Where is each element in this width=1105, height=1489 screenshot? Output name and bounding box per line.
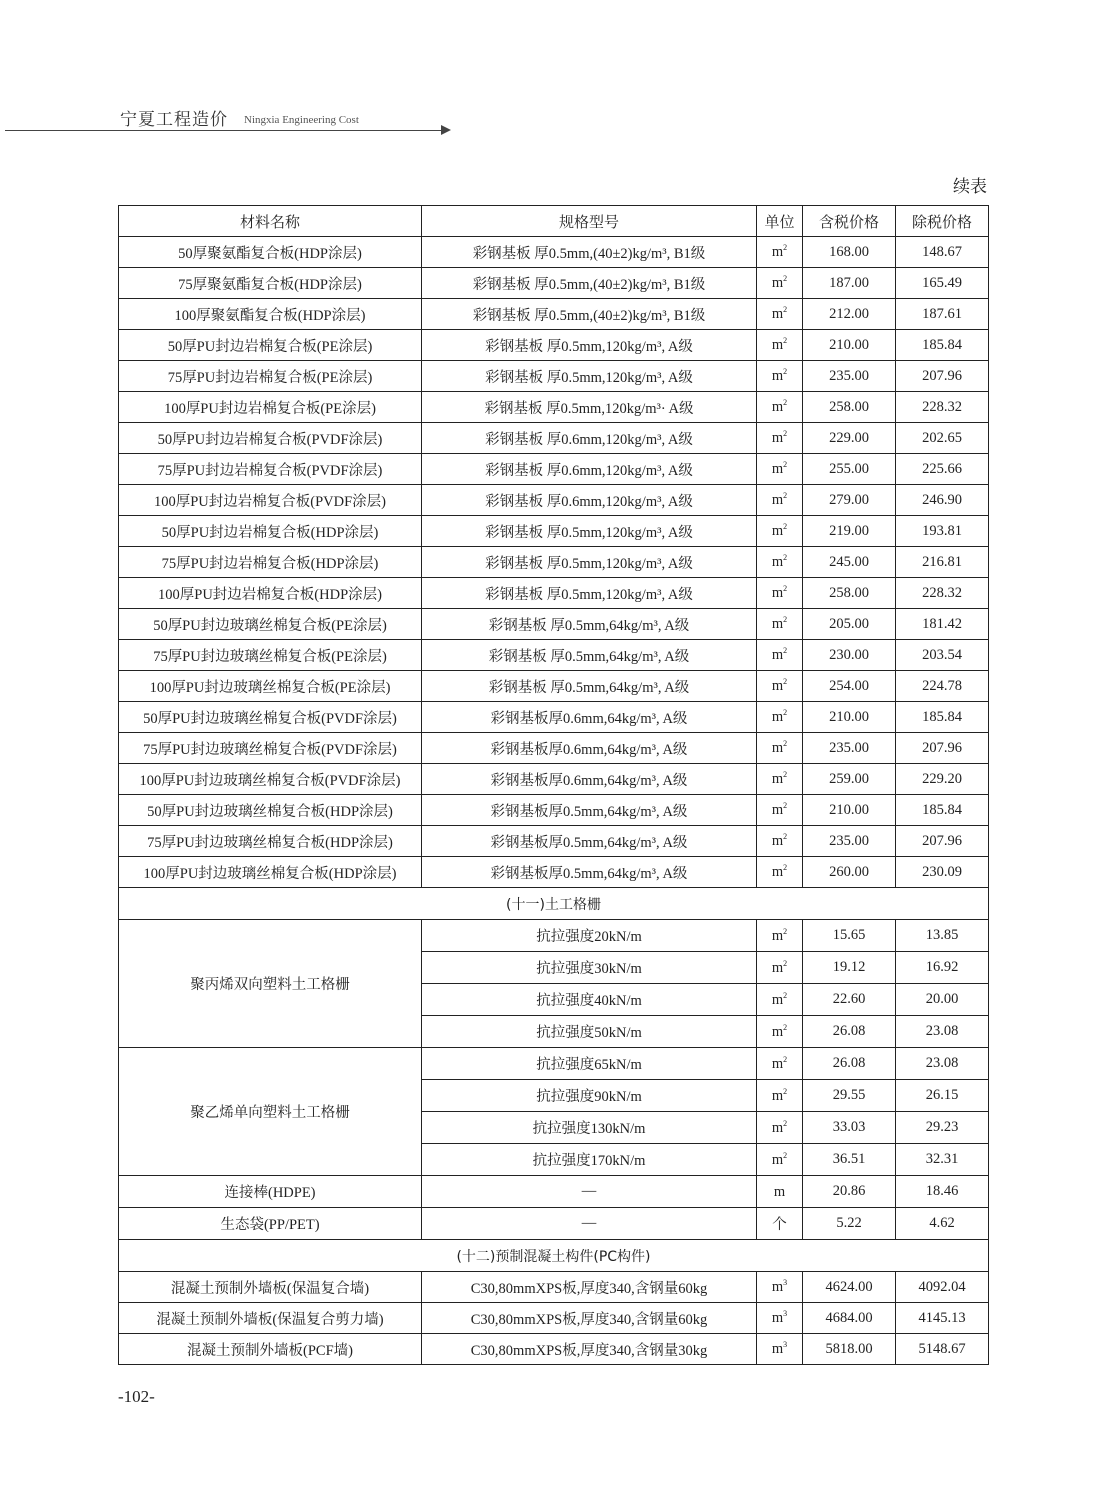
table-row <box>119 1334 989 1365</box>
cell-price-notax: 23.08 <box>896 1016 989 1048</box>
cell-price-notax: 16.92 <box>896 952 989 984</box>
cell-spec: 彩钢基板 厚0.5mm,64kg/m³, A级 <box>422 640 757 671</box>
cell-unit <box>757 984 803 1016</box>
cell-material-name: 100厚PU封边玻璃丝棉复合板(HDP涂层) <box>119 857 422 888</box>
table-row <box>119 702 989 733</box>
unit-superscript: 2 <box>783 584 788 594</box>
cell-price-tax: 245.00 <box>803 547 896 578</box>
cell-price-tax: 19.12 <box>803 952 896 984</box>
cell-price-tax: 235.00 <box>803 361 896 392</box>
cell-price-tax: 235.00 <box>803 733 896 764</box>
cell-price-notax: 228.32 <box>896 392 989 423</box>
cell-unit <box>757 733 803 764</box>
cell-unit <box>757 516 803 547</box>
cell-unit <box>757 454 803 485</box>
unit-superscript: 2 <box>783 708 788 718</box>
cell-price-tax: 26.08 <box>803 1048 896 1080</box>
cell-unit <box>757 1080 803 1112</box>
cell-price-notax: 185.84 <box>896 795 989 826</box>
cell-material-name: 混凝土预制外墙板(PCF墙) <box>119 1334 422 1365</box>
unit-text: m <box>771 832 784 849</box>
cell-price-notax: 185.84 <box>896 702 989 733</box>
journal-subtitle: Ningxia Engineering Cost <box>244 114 359 126</box>
cell-unit <box>757 640 803 671</box>
unit-text: m <box>771 274 784 291</box>
unit-text: m <box>771 1055 784 1072</box>
cell-spec: 彩钢基板厚0.5mm,64kg/m³, A级 <box>422 857 757 888</box>
cell-price-tax: 20.86 <box>803 1176 896 1208</box>
cell-material-name: 100厚PU封边岩棉复合板(PVDF涂层) <box>119 485 422 516</box>
cell-unit <box>757 795 803 826</box>
unit-text: m <box>771 1151 784 1168</box>
cell-material-name: 75厚PU封边玻璃丝棉复合板(PE涂层) <box>119 640 422 671</box>
cell-material-name: 聚乙烯单向塑料土工格栅 <box>119 1048 422 1176</box>
cell-price-tax: 235.00 <box>803 826 896 857</box>
cell-material-name: 100厚PU封边玻璃丝棉复合板(PVDF涂层) <box>119 764 422 795</box>
cell-price-notax: 20.00 <box>896 984 989 1016</box>
cell-price-tax: 168.00 <box>803 237 896 268</box>
col-header-spec: 规格型号 <box>422 206 757 237</box>
unit-superscript: 2 <box>783 398 788 408</box>
unit-text: m <box>771 522 784 539</box>
cell-spec: 彩钢基板 厚0.5mm,120kg/m³, A级 <box>422 330 757 361</box>
cell-spec: 彩钢基板厚0.6mm,64kg/m³, A级 <box>422 733 757 764</box>
cell-spec: 抗拉强度65kN/m <box>422 1048 757 1080</box>
cell-spec: 彩钢基板 厚0.5mm,120kg/m³, A级 <box>422 547 757 578</box>
cell-price-tax: 259.00 <box>803 764 896 795</box>
cell-price-tax: 5.22 <box>803 1208 896 1240</box>
unit-text: m <box>771 1278 784 1295</box>
section-header-row <box>119 1240 989 1272</box>
header-rule <box>5 130 445 131</box>
cell-material-name: 100厚PU封边岩棉复合板(HDP涂层) <box>119 578 422 609</box>
unit-superscript: 2 <box>783 243 788 253</box>
section-precast <box>119 1240 989 1365</box>
table-row <box>119 330 989 361</box>
cell-price-tax: 212.00 <box>803 299 896 330</box>
cell-price-notax: 4.62 <box>896 1208 989 1240</box>
cell-price-notax: 29.23 <box>896 1112 989 1144</box>
cell-material-name: 生态袋(PP/PET) <box>119 1208 422 1240</box>
cell-price-notax: 148.67 <box>896 237 989 268</box>
materials-table <box>118 205 989 1365</box>
cell-price-notax: 181.42 <box>896 609 989 640</box>
table-row <box>119 671 989 702</box>
unit-superscript: 2 <box>783 1118 788 1128</box>
cell-price-notax: 13.85 <box>896 920 989 952</box>
header-arrow-icon <box>441 125 451 135</box>
cell-price-notax: 193.81 <box>896 516 989 547</box>
unit-superscript: 2 <box>783 863 788 873</box>
cell-material-name: 100厚PU封边岩棉复合板(PE涂层) <box>119 392 422 423</box>
cell-spec: 抗拉强度20kN/m <box>422 920 757 952</box>
cell-price-tax: 33.03 <box>803 1112 896 1144</box>
cell-spec: C30,80mmXPS板,厚度340,含钢量60kg <box>422 1272 757 1303</box>
unit-text: m <box>771 863 784 880</box>
cell-price-tax: 219.00 <box>803 516 896 547</box>
unit-superscript: 2 <box>783 832 788 842</box>
cell-material-name: 50厚PU封边岩棉复合板(PVDF涂层) <box>119 423 422 454</box>
cell-unit <box>757 1048 803 1080</box>
section-title: (十二)预制混凝土构件(PC构件) <box>119 1240 989 1272</box>
cell-price-tax: 254.00 <box>803 671 896 702</box>
cell-material-name: 75厚PU封边岩棉复合板(HDP涂层) <box>119 547 422 578</box>
cell-unit <box>757 857 803 888</box>
cell-material-name: 混凝土预制外墙板(保温复合墙) <box>119 1272 422 1303</box>
cell-price-notax: 207.96 <box>896 826 989 857</box>
cell-price-tax: 230.00 <box>803 640 896 671</box>
table-row <box>119 578 989 609</box>
unit-text: 个 <box>772 1217 787 1233</box>
unit-text: m <box>771 398 784 415</box>
cell-spec: 抗拉强度50kN/m <box>422 1016 757 1048</box>
unit-text: m <box>771 1119 784 1136</box>
unit-superscript: 2 <box>783 926 788 936</box>
cell-spec: — <box>422 1208 757 1240</box>
cell-material-name: 混凝土预制外墙板(保温复合剪力墙) <box>119 1303 422 1334</box>
cell-material-name: 50厚PU封边玻璃丝棉复合板(PE涂层) <box>119 609 422 640</box>
cell-price-notax: 187.61 <box>896 299 989 330</box>
cell-price-notax: 202.65 <box>896 423 989 454</box>
cell-spec: 彩钢基板 厚0.5mm,120kg/m³· A级 <box>422 392 757 423</box>
cell-price-notax: 228.32 <box>896 578 989 609</box>
unit-superscript: 2 <box>783 336 788 346</box>
cell-spec: 抗拉强度90kN/m <box>422 1080 757 1112</box>
cell-price-notax: 225.66 <box>896 454 989 485</box>
section-geogrid <box>119 888 989 1240</box>
unit-text: m <box>771 460 784 477</box>
cell-price-notax: 4092.04 <box>896 1272 989 1303</box>
unit-text: m <box>771 243 784 260</box>
unit-text: m <box>771 615 784 632</box>
cell-price-tax: 260.00 <box>803 857 896 888</box>
table-row <box>119 795 989 826</box>
cell-material-name: 50厚PU封边岩棉复合板(HDP涂层) <box>119 516 422 547</box>
unit-text: m <box>771 677 784 694</box>
unit-text: m <box>771 959 784 976</box>
table-row <box>119 516 989 547</box>
cell-spec: 彩钢基板厚0.5mm,64kg/m³, A级 <box>422 826 757 857</box>
table-row <box>119 547 989 578</box>
unit-superscript: 2 <box>783 958 788 968</box>
unit-text: m <box>771 1087 784 1104</box>
composite-panel-rows <box>119 237 989 888</box>
unit-text: m <box>771 1023 784 1040</box>
cell-unit <box>757 1272 803 1303</box>
cell-price-notax: 216.81 <box>896 547 989 578</box>
cell-price-tax: 255.00 <box>803 454 896 485</box>
cell-price-notax: 224.78 <box>896 671 989 702</box>
cell-unit <box>757 609 803 640</box>
unit-superscript: 3 <box>783 1340 788 1350</box>
cell-price-tax: 29.55 <box>803 1080 896 1112</box>
table-row <box>119 392 989 423</box>
cell-material-name: 连接棒(HDPE) <box>119 1176 422 1208</box>
col-header-name: 材料名称 <box>119 206 422 237</box>
cell-spec: 抗拉强度40kN/m <box>422 984 757 1016</box>
cell-unit <box>757 485 803 516</box>
cell-unit <box>757 1016 803 1048</box>
cell-price-notax: 207.96 <box>896 733 989 764</box>
unit-text: m <box>771 739 784 756</box>
cell-spec: 彩钢基板 厚0.5mm,(40±2)kg/m³, B1级 <box>422 268 757 299</box>
unit-superscript: 2 <box>783 429 788 439</box>
cell-material-name: 75厚聚氨酯复合板(HDP涂层) <box>119 268 422 299</box>
cell-price-notax: 26.15 <box>896 1080 989 1112</box>
cell-material-name: 50厚PU封边玻璃丝棉复合板(HDP涂层) <box>119 795 422 826</box>
unit-superscript: 2 <box>783 615 788 625</box>
cell-price-tax: 210.00 <box>803 702 896 733</box>
cell-price-tax: 22.60 <box>803 984 896 1016</box>
cell-unit <box>757 1144 803 1176</box>
cell-spec: C30,80mmXPS板,厚度340,含钢量30kg <box>422 1334 757 1365</box>
cell-unit <box>757 1176 803 1208</box>
unit-text: m <box>771 991 784 1008</box>
cell-unit <box>757 547 803 578</box>
cell-price-tax: 205.00 <box>803 609 896 640</box>
table-row <box>119 423 989 454</box>
table-row <box>119 485 989 516</box>
cell-price-tax: 26.08 <box>803 1016 896 1048</box>
cell-spec: 彩钢基板 厚0.5mm,64kg/m³, A级 <box>422 671 757 702</box>
unit-superscript: 2 <box>783 491 788 501</box>
table-row <box>119 299 989 330</box>
cell-price-tax: 15.65 <box>803 920 896 952</box>
unit-text: m <box>771 305 784 322</box>
cell-spec: 抗拉强度130kN/m <box>422 1112 757 1144</box>
cell-material-name: 聚丙烯双向塑料土工格栅 <box>119 920 422 1048</box>
table-row <box>119 609 989 640</box>
cell-material-name: 75厚PU封边玻璃丝棉复合板(PVDF涂层) <box>119 733 422 764</box>
cell-spec: 彩钢基板 厚0.5mm,120kg/m³, A级 <box>422 516 757 547</box>
cell-unit <box>757 671 803 702</box>
unit-text: m <box>771 708 784 725</box>
cell-unit <box>757 392 803 423</box>
unit-text: m <box>771 367 784 384</box>
section-header-row <box>119 888 989 920</box>
unit-superscript: 2 <box>783 990 788 1000</box>
col-header-unit: 单位 <box>757 206 803 237</box>
unit-text: m <box>771 584 784 601</box>
table-row <box>119 1303 989 1334</box>
unit-superscript: 2 <box>783 553 788 563</box>
cell-price-notax: 23.08 <box>896 1048 989 1080</box>
cell-price-notax: 4145.13 <box>896 1303 989 1334</box>
cell-unit <box>757 423 803 454</box>
table-row <box>119 361 989 392</box>
section-title: (十一)土工格栅 <box>119 888 989 920</box>
cell-price-notax: 32.31 <box>896 1144 989 1176</box>
cell-price-notax: 246.90 <box>896 485 989 516</box>
cell-price-notax: 185.84 <box>896 330 989 361</box>
cell-price-notax: 165.49 <box>896 268 989 299</box>
cell-price-tax: 187.00 <box>803 268 896 299</box>
cell-spec: 彩钢基板 厚0.6mm,120kg/m³, A级 <box>422 485 757 516</box>
cell-price-tax: 210.00 <box>803 330 896 361</box>
running-header <box>0 105 460 141</box>
cell-unit <box>757 702 803 733</box>
cell-unit <box>757 764 803 795</box>
continued-label: 续表 <box>953 177 987 197</box>
cell-price-tax: 210.00 <box>803 795 896 826</box>
cell-unit <box>757 268 803 299</box>
unit-superscript: 2 <box>783 305 788 315</box>
cell-material-name: 50厚聚氨酯复合板(HDP涂层) <box>119 237 422 268</box>
table-row <box>119 920 989 952</box>
cell-spec: 彩钢基板 厚0.6mm,120kg/m³, A级 <box>422 423 757 454</box>
cell-price-notax: 230.09 <box>896 857 989 888</box>
unit-text: m <box>773 1183 786 1200</box>
cell-material-name: 75厚PU封边岩棉复合板(PE涂层) <box>119 361 422 392</box>
unit-superscript: 2 <box>783 1150 788 1160</box>
unit-text: m <box>771 801 784 818</box>
cell-spec: 抗拉强度30kN/m <box>422 952 757 984</box>
cell-spec: C30,80mmXPS板,厚度340,含钢量60kg <box>422 1303 757 1334</box>
table-header-row <box>119 206 989 237</box>
unit-superscript: 2 <box>783 274 788 284</box>
cell-price-tax: 258.00 <box>803 578 896 609</box>
cell-material-name: 100厚聚氨酯复合板(HDP涂层) <box>119 299 422 330</box>
cell-price-notax: 18.46 <box>896 1176 989 1208</box>
unit-text: m <box>771 429 784 446</box>
cell-unit <box>757 1334 803 1365</box>
cell-unit <box>757 361 803 392</box>
cell-price-tax: 258.00 <box>803 392 896 423</box>
cell-unit <box>757 826 803 857</box>
unit-superscript: 2 <box>783 367 788 377</box>
table-row <box>119 733 989 764</box>
unit-text: m <box>771 1309 784 1326</box>
cell-price-tax: 5818.00 <box>803 1334 896 1365</box>
table-row <box>119 1176 989 1208</box>
cell-spec: 抗拉强度170kN/m <box>422 1144 757 1176</box>
table-row <box>119 1048 989 1080</box>
cell-price-tax: 279.00 <box>803 485 896 516</box>
cell-price-tax: 229.00 <box>803 423 896 454</box>
cell-spec: 彩钢基板 厚0.5mm,(40±2)kg/m³, B1级 <box>422 299 757 330</box>
table-row <box>119 857 989 888</box>
cell-unit <box>757 330 803 361</box>
cell-spec: 彩钢基板厚0.5mm,64kg/m³, A级 <box>422 795 757 826</box>
unit-superscript: 2 <box>783 677 788 687</box>
page-number: -102- <box>118 1387 155 1406</box>
cell-price-tax: 36.51 <box>803 1144 896 1176</box>
table-row <box>119 1208 989 1240</box>
unit-superscript: 2 <box>783 646 788 656</box>
unit-superscript: 2 <box>783 1022 788 1032</box>
cell-unit <box>757 952 803 984</box>
unit-superscript: 3 <box>783 1309 788 1319</box>
table-row <box>119 640 989 671</box>
cell-spec: — <box>422 1176 757 1208</box>
unit-superscript: 2 <box>783 522 788 532</box>
cell-unit <box>757 920 803 952</box>
cell-price-notax: 5148.67 <box>896 1334 989 1365</box>
unit-text: m <box>771 927 784 944</box>
cell-material-name: 50厚PU封边岩棉复合板(PE涂层) <box>119 330 422 361</box>
cell-unit <box>757 237 803 268</box>
unit-superscript: 2 <box>783 739 788 749</box>
table-row <box>119 826 989 857</box>
unit-text: m <box>771 646 784 663</box>
cell-material-name: 100厚PU封边玻璃丝棉复合板(PE涂层) <box>119 671 422 702</box>
journal-title: 宁夏工程造价 <box>120 110 228 130</box>
table-row <box>119 764 989 795</box>
table-row <box>119 237 989 268</box>
cell-spec: 彩钢基板 厚0.6mm,120kg/m³, A级 <box>422 454 757 485</box>
cell-material-name: 50厚PU封边玻璃丝棉复合板(PVDF涂层) <box>119 702 422 733</box>
cell-spec: 彩钢基板 厚0.5mm,120kg/m³, A级 <box>422 578 757 609</box>
cell-spec: 彩钢基板 厚0.5mm,120kg/m³, A级 <box>422 361 757 392</box>
cell-unit <box>757 299 803 330</box>
cell-price-tax: 4624.00 <box>803 1272 896 1303</box>
cell-spec: 彩钢基板厚0.6mm,64kg/m³, A级 <box>422 702 757 733</box>
cell-price-notax: 207.96 <box>896 361 989 392</box>
cell-material-name: 75厚PU封边岩棉复合板(PVDF涂层) <box>119 454 422 485</box>
unit-superscript: 2 <box>783 1054 788 1064</box>
cell-spec: 彩钢基板厚0.6mm,64kg/m³, A级 <box>422 764 757 795</box>
unit-text: m <box>771 770 784 787</box>
cell-spec: 彩钢基板 厚0.5mm,(40±2)kg/m³, B1级 <box>422 237 757 268</box>
cell-unit <box>757 1303 803 1334</box>
table-row <box>119 268 989 299</box>
table-row <box>119 1272 989 1303</box>
cell-price-notax: 203.54 <box>896 640 989 671</box>
cell-unit <box>757 1208 803 1240</box>
unit-text: m <box>771 336 784 353</box>
unit-superscript: 2 <box>783 770 788 780</box>
col-header-price-tax: 含税价格 <box>803 206 896 237</box>
unit-text: m <box>771 553 784 570</box>
cell-price-tax: 4684.00 <box>803 1303 896 1334</box>
cell-price-notax: 229.20 <box>896 764 989 795</box>
cell-unit <box>757 1112 803 1144</box>
unit-superscript: 2 <box>783 801 788 811</box>
unit-superscript: 3 <box>783 1278 788 1288</box>
unit-text: m <box>771 491 784 508</box>
table-row <box>119 454 989 485</box>
unit-superscript: 2 <box>783 460 788 470</box>
col-header-price-notax: 除税价格 <box>896 206 989 237</box>
unit-text: m <box>771 1340 784 1357</box>
cell-material-name: 75厚PU封边玻璃丝棉复合板(HDP涂层) <box>119 826 422 857</box>
cell-spec: 彩钢基板 厚0.5mm,64kg/m³, A级 <box>422 609 757 640</box>
unit-superscript: 2 <box>783 1086 788 1096</box>
cell-unit <box>757 578 803 609</box>
